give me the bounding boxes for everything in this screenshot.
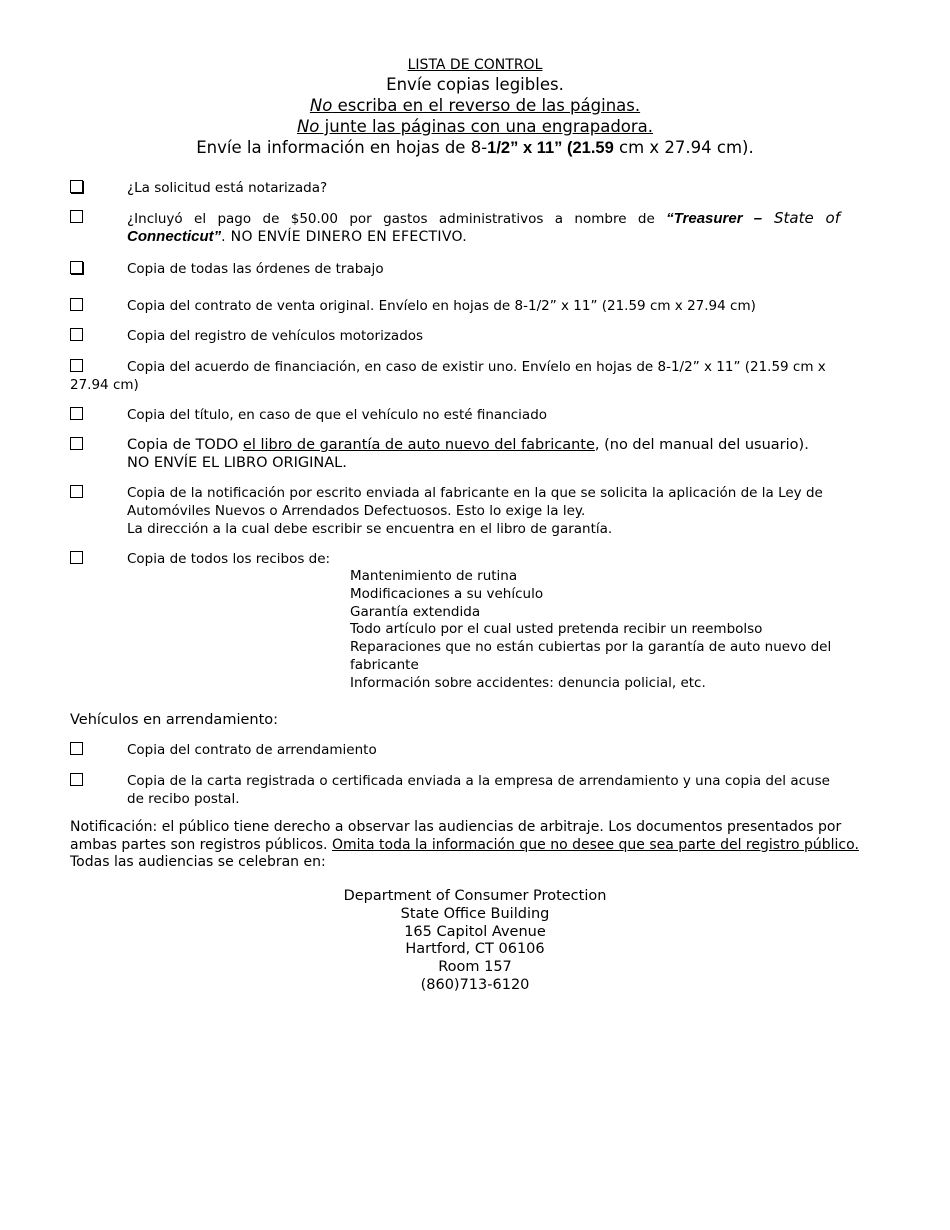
checklist-item-label: Copia de la carta registrada o certificada enviada a la empresa de arrendamiento y una copia del acuse de recibo postal.	[127, 773, 830, 807]
checklist-item-title	[70, 406, 840, 424]
checklist-item-label-cont: Connecticut”. NO ENVÍE DINERO EN EFECTIVO.	[127, 228, 467, 245]
checklist-item-label: Copia del registro de vehículos motorizados	[127, 328, 424, 344]
checklist-item-label: Copia de todas las órdenes de trabajo	[127, 261, 384, 277]
checklist-item-label: Copia del contrato de venta original. Envíelo en hojas de 8-1/2” x 11” (21.59 cm x 27.94 cm)	[127, 298, 756, 314]
list-item: Reparaciones que no están cubiertas por la garantía de auto nuevo del fabricante	[350, 639, 832, 673]
list-item: Garantía extendida	[350, 603, 481, 620]
checklist-item-label-cont: La dirección a la cual debe escribir se encuentra en el libro de garantía.	[127, 521, 613, 537]
checkbox[interactable]	[70, 773, 83, 786]
checklist-item-receipts	[70, 550, 840, 568]
checkbox[interactable]	[70, 328, 83, 341]
checklist-item-label: Copia de la notificación por escrito enviada al fabricante en la que se solicita la aplicación de la Ley de Automóviles Nuevos o Arrendados Defectuosos. Esto lo exige la ley.	[127, 485, 823, 519]
instruction-paper-size: Envíe la información en hojas de 8-1/2” x 11” (21.59 cm x 27.94 cm).	[196, 138, 754, 157]
checkbox[interactable]	[70, 359, 83, 372]
list-item: Modificaciones a su vehículo	[350, 585, 544, 602]
checklist-item-label: ¿Incluyó el pago de $50.00 por gastos administrativos a nombre de “Treasurer – State of	[127, 209, 840, 227]
checklist-item-lease-contract	[70, 741, 840, 759]
list-item: Todo artículo por el cual usted pretenda recibir un reembolso	[350, 621, 763, 638]
document-header	[70, 56, 880, 159]
receipts-list	[350, 568, 850, 693]
checklist-item-label: Copia del contrato de arrendamiento	[127, 742, 377, 758]
checklist-item-financing	[70, 358, 840, 394]
instruction-legible: Envíe copias legibles.	[386, 75, 564, 94]
instruction-no-reverse: No escriba en el reverso de las páginas.	[309, 96, 641, 115]
address-line: Department of Consumer Protection	[343, 888, 607, 904]
checklist-item-notarized	[70, 179, 840, 197]
checkbox[interactable]	[70, 210, 83, 223]
checkbox[interactable]	[70, 485, 83, 498]
list-item: Mantenimiento de rutina	[350, 568, 518, 584]
address-line: State Office Building	[400, 905, 550, 922]
checkbox[interactable]	[70, 437, 83, 450]
checklist-item-label: Copia del acuerdo de financiación, en caso de existir uno. Envíelo en hojas de 8-1/2” x 11” (21.59 cm x 27.94 cm)	[70, 359, 826, 393]
hearing-address	[70, 888, 880, 995]
phone-number: (860)713-6120	[420, 976, 530, 993]
checklist-item-payment	[70, 209, 840, 246]
checklist-item-label: Copia de TODO el libro de garantía de auto nuevo del fabricante, (no del manual del usuario).	[127, 437, 809, 453]
checklist-item-lease-letter	[70, 772, 840, 808]
checklist-item-work-orders	[70, 260, 840, 278]
address-line: 165 Capitol Avenue	[404, 923, 546, 940]
instruction-no-staple: No junte las páginas con una engrapadora.	[296, 117, 654, 136]
leased-vehicles-heading: Vehículos en arrendamiento:	[70, 712, 279, 728]
checklist-item-sales-contract	[70, 297, 840, 315]
address-line: Hartford, CT 06106	[405, 941, 545, 958]
checkbox[interactable]	[70, 298, 83, 311]
document-title: LISTA DE CONTROL	[407, 57, 543, 73]
address-line: Room 157	[438, 959, 512, 976]
list-item: Información sobre accidentes: denuncia policial, etc.	[350, 674, 706, 691]
checklist-item-label: Copia del título, en caso de que el vehículo no esté financiado	[127, 407, 548, 423]
checklist-item-warranty-book	[70, 436, 840, 472]
checkbox[interactable]	[70, 407, 83, 420]
checkbox[interactable]	[70, 180, 83, 193]
checkbox[interactable]	[70, 551, 83, 564]
checklist-item-label: Copia de todos los recibos de:	[127, 551, 331, 567]
checklist-item-label: ¿La solicitud está notarizada?	[127, 180, 328, 196]
checklist-item-manufacturer-notice	[70, 484, 840, 538]
checkbox[interactable]	[70, 742, 83, 755]
checklist-item-label-cont: NO ENVÍE EL LIBRO ORIGINAL.	[127, 455, 347, 471]
checkbox[interactable]	[70, 261, 83, 274]
public-notice: Notificación: el público tiene derecho a observar las audiencias de arbitraje. Los documentos presentados por ambas partes son registros públicos. Omita toda la información que no desee que sea parte del registro público. Todas las audiencias se celebran en:	[70, 819, 859, 870]
checklist-item-registration	[70, 327, 840, 345]
